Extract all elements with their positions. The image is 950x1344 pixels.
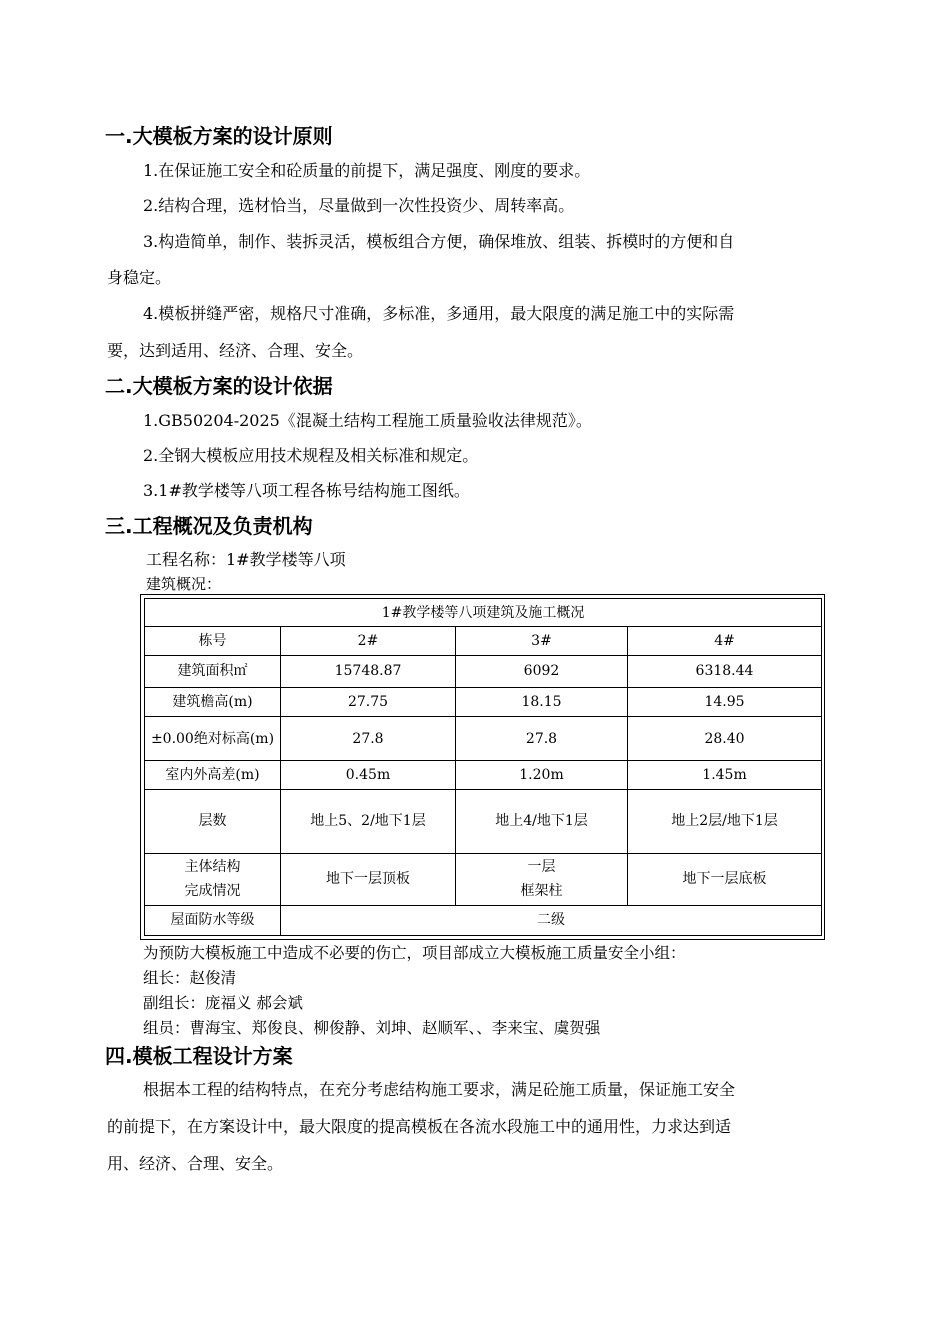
table-cell: ±0.00绝对标高(m) [145, 717, 281, 761]
paragraph: 3.1#教学楼等八项工程各栋号结构施工图纸。 [143, 481, 470, 500]
table-cell: 建筑檐高(m) [145, 687, 281, 716]
table-row [145, 687, 822, 716]
paragraph: 3.构造简单，制作、装拆灵活，模板组合方便，确保堆放、组装、拆模时的方便和自 [143, 232, 735, 251]
table-cell: 28.40 [628, 717, 822, 761]
table-header-cell: 4# [628, 627, 822, 655]
paragraph: 4.模板拼缝严密，规格尺寸准确，多标准，多通用，最大限度的满足施工中的实际需 [143, 304, 735, 323]
paragraph: 1.GB50204-2025《混凝土结构工程施工质量验收法律规范》。 [143, 411, 592, 430]
paragraph: 1.在保证施工安全和砼质量的前提下，满足强度、刚度的要求。 [143, 161, 591, 180]
paragraph: 身稳定。 [107, 268, 172, 287]
section-heading-1: 一.大模板方案的设计原则 [105, 124, 333, 148]
table-cell: 地上4/地下1层 [456, 789, 628, 854]
table-cell: 15748.87 [281, 655, 456, 687]
table-row [145, 905, 822, 935]
table-cell: 地下一层顶板 [281, 854, 456, 905]
team-deputy: 副组长：庞福义 郝会斌 [143, 994, 303, 1012]
section-heading-2: 二.大模板方案的设计依据 [105, 374, 333, 398]
paragraph: 用、经济、合理、安全。 [107, 1154, 284, 1173]
table-cell: 地上2层/地下1层 [628, 789, 822, 854]
table-cell: 层数 [145, 789, 281, 854]
table-header-row [145, 627, 822, 655]
table-cell: 27.8 [281, 717, 456, 761]
table-cell: 18.15 [456, 687, 628, 716]
overview-table [140, 594, 825, 940]
table-title: 1#教学楼等八项建筑及施工概况 [145, 599, 822, 627]
table-cell: 地下一层底板 [628, 854, 822, 905]
table-cell: 6092 [456, 655, 628, 687]
table-cell: 14.95 [628, 687, 822, 716]
table-header-cell: 栋号 [145, 627, 281, 655]
table-header-cell: 2# [281, 627, 456, 655]
table-header-cell: 3# [456, 627, 628, 655]
table-cell: 地上5、2/地下1层 [281, 789, 456, 854]
paragraph: 的前提下，在方案设计中，最大限度的提高模板在各流水段施工中的通用性，力求达到适 [107, 1117, 732, 1136]
table-cell: 27.75 [281, 687, 456, 716]
table-row [145, 717, 822, 761]
paragraph: 2.结构合理，选材恰当，尽量做到一次性投资少、周转率高。 [143, 196, 575, 215]
overview-label: 建筑概况： [146, 575, 222, 593]
table-cell: 室内外高差(m) [145, 761, 281, 789]
team-leader: 组长：赵俊清 [143, 969, 237, 987]
paragraph: 根据本工程的结构特点，在充分考虑结构施工要求，满足砼施工质量，保证施工安全 [143, 1080, 736, 1099]
team-intro: 为预防大模板施工中造成不必要的伤亡，项目部成立大模板施工质量安全小组： [143, 944, 686, 962]
table-row [145, 789, 822, 854]
table-cell: 27.8 [456, 717, 628, 761]
table-cell: 一层 框架柱 [456, 854, 628, 905]
project-name: 工程名称：1#教学楼等八项 [146, 550, 346, 569]
table-cell: 1.20m [456, 761, 628, 789]
table-cell: 屋面防水等级 [145, 905, 281, 935]
section-heading-3: 三.工程概况及负责机构 [105, 514, 313, 538]
team-members: 组员：曹海宝、郑俊良、柳俊静、刘坤、赵顺军、、李来宝、虞贺强 [143, 1019, 601, 1037]
table-row [145, 854, 822, 905]
table-row [145, 761, 822, 789]
paragraph: 要，达到适用、经济、合理、安全。 [107, 341, 364, 360]
table-cell: 0.45m [281, 761, 456, 789]
table-cell: 1.45m [628, 761, 822, 789]
paragraph: 2.全钢大模板应用技术规程及相关标准和规定。 [143, 446, 479, 465]
table-row [145, 655, 822, 687]
section-heading-4: 四.模板工程设计方案 [105, 1044, 293, 1068]
table-cell: 二级 [281, 905, 822, 935]
table-cell: 6318.44 [628, 655, 822, 687]
table-cell: 主体结构 完成情况 [145, 854, 281, 905]
table-cell: 建筑面积㎡ [145, 655, 281, 687]
